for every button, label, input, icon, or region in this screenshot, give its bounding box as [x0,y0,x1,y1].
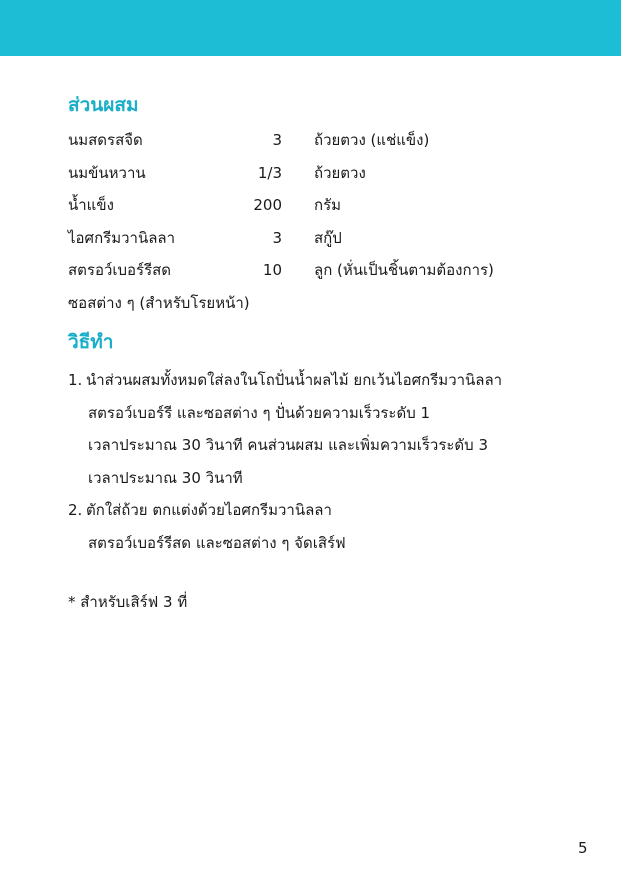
ingredient-name: นมสดรสจืด [68,131,143,149]
method-heading: วิธีทำ [68,331,114,353]
ingredient-unit: ถ้วยตวง [314,163,366,182]
method-steps [68,364,568,559]
ingredient-quantity: 1/3 [257,163,282,182]
step-text: เวลาประมาณ 30 วินาที คนส่วนผสม และเพิ่มความเร็วระดับ 3 [88,436,489,454]
ingredient-name: ไอศกรีมวานิลลา [68,228,176,247]
ingredient-list [68,124,538,319]
step-line [68,462,568,495]
step-text: เวลาประมาณ 30 วินาที [88,468,243,487]
step-text: สตรอว์เบอร์รีสด และซอสต่าง ๆ จัดเสิร์ฟ [88,533,346,552]
ingredient-row [68,287,538,320]
ingredient-unit: สกู๊ป [314,228,342,247]
ingredient-name: นมข้นหวาน [68,163,146,182]
ingredient-unit: ถ้วยตวง (แช่แข็ง) [314,131,430,149]
ingredient-row [68,222,538,255]
step-line [68,397,568,430]
ingredient-name: น้ำแข็ง [68,196,114,214]
ingredient-quantity: 3 [272,131,282,149]
header-band [0,0,621,56]
step-text: นำส่วนผสมทั้งหมดใส่ลงในโถปั่นน้ำผลไม้ ยกเว้นไอศกรีมวานิลลา [86,371,503,389]
step-text: สตรอว์เบอร์รี และซอสต่าง ๆ ปั่นด้วยความเร็วระดับ 1 [88,403,431,422]
ingredients-heading: ส่วนผสม [68,94,139,116]
step-line [68,494,568,527]
ingredient-unit: กรัม [314,196,342,214]
step-number: 1. [68,371,83,389]
ingredient-row [68,157,538,190]
step-line [68,429,568,462]
ingredient-quantity: 200 [253,196,282,214]
ingredient-row [68,189,538,222]
ingredient-quantity: 10 [262,261,282,279]
step-line [68,364,568,397]
ingredient-name: สตรอว์เบอร์รีสด [68,261,172,279]
step-text: ตักใส่ถ้วย ตกแต่งด้วยไอศกรีมวานิลลา [86,501,332,519]
ingredient-quantity: 3 [272,228,282,247]
ingredient-unit: ลูก (หั่นเป็นชิ้นตามต้องการ) [314,261,494,279]
page-number: 5 [578,839,588,857]
ingredient-name: ซอสต่าง ๆ (สำหรับโรยหน้า) [68,293,250,312]
step-number: 2. [68,501,83,519]
step-line [68,527,568,560]
servings-footnote: * สำหรับเสิร์ฟ 3 ที่ [68,593,188,611]
ingredient-row [68,124,538,157]
ingredient-row [68,254,538,287]
